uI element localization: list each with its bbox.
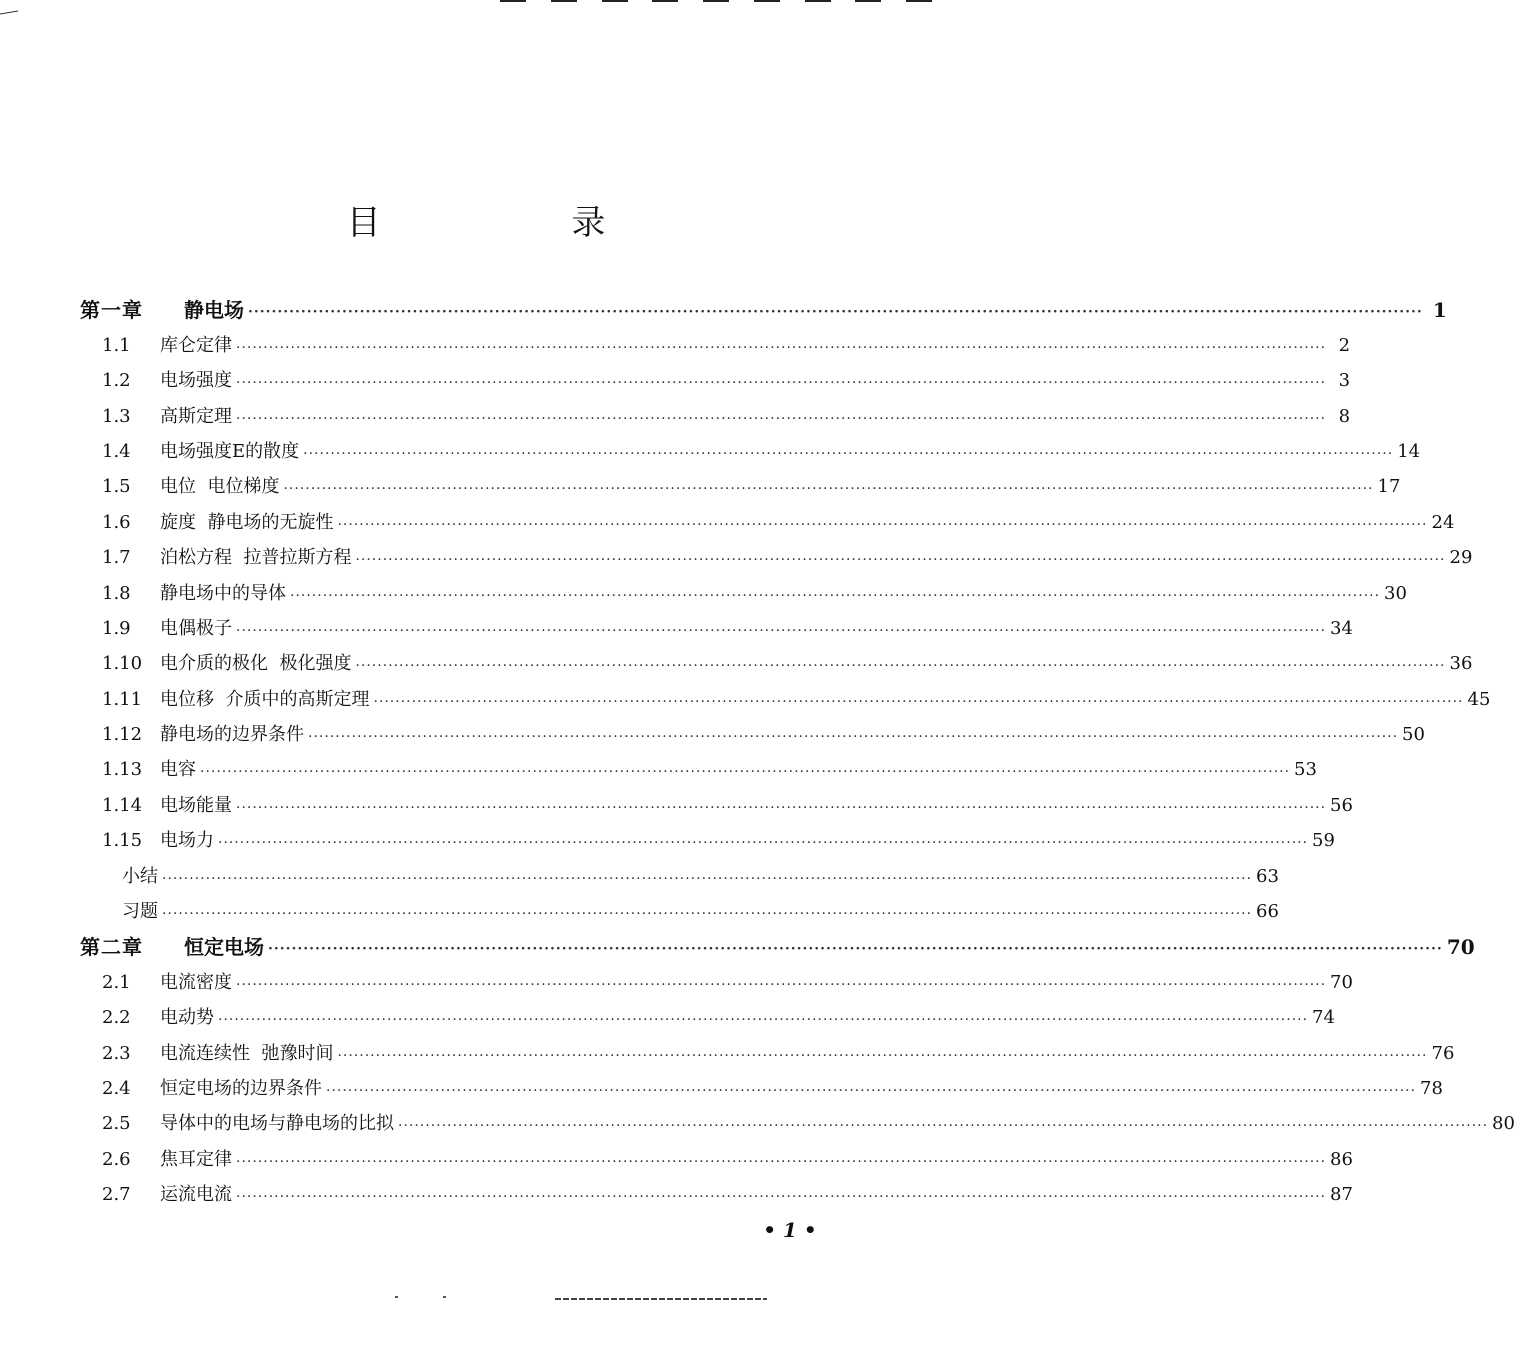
toc-entry-page: 2 [1338, 334, 1351, 356]
toc-entry-number: 2.6 [102, 1148, 131, 1170]
toc-entry-page: 56 [1330, 794, 1353, 816]
toc-entry-row [80, 888, 1279, 923]
toc-leader-dots: ········································································································································································································ [236, 375, 1327, 392]
toc-entry-row [80, 1065, 1443, 1100]
toc-leader-dots: ········································································································································································································ [218, 1012, 1309, 1029]
toc-entry-page: 1 [1432, 298, 1447, 323]
toc-entry-page: 50 [1402, 724, 1425, 746]
scan-corner-mark [0, 0, 30, 4]
toc-entry-number: 1.12 [102, 724, 143, 746]
toc-entry-page: 36 [1449, 653, 1473, 675]
toc-entry-number: 第二章 [80, 935, 143, 960]
toc-entry-row [80, 1171, 1353, 1206]
toc-entry-page: 3 [1338, 370, 1351, 392]
toc-entry-title: 电容 [160, 759, 196, 781]
toc-entry-row [80, 321, 1351, 356]
toc-entry-title: 电偶极子 [160, 617, 232, 639]
toc-entry-row [80, 569, 1407, 604]
toc-entry-number: 2.4 [102, 1077, 131, 1099]
toc-leader-dots: ········································································································································································································ [355, 658, 1446, 675]
toc-entry-row [80, 357, 1351, 392]
toc-leader-dots: ········································································································································································································ [326, 1082, 1417, 1099]
toc-entry-page: 45 [1467, 688, 1491, 710]
toc-entry-number: 1.15 [102, 830, 143, 852]
toc-entry-title: 电动势 [160, 1007, 214, 1029]
toc-entry-row [80, 605, 1353, 640]
toc-entry-number: 2.2 [102, 1007, 131, 1029]
toc-entry-page: 70 [1446, 935, 1475, 960]
toc-entry-number: 1.11 [102, 688, 143, 710]
toc-entry-number: 1.9 [102, 617, 131, 639]
toc-entry-number: 1.5 [102, 476, 131, 498]
toc-entry-page: 70 [1330, 971, 1353, 993]
toc-leader-dots: ········································································································································································································ [283, 481, 1374, 498]
toc-entry-page: 29 [1449, 547, 1473, 569]
toc-entry-number: 1.3 [102, 405, 131, 427]
toc-entry-title: 导体中的电场与静电场的比拟 [160, 1113, 394, 1135]
page-title: 目 录 [346, 203, 696, 243]
table-of-contents [80, 286, 1515, 1206]
toc-entry-title: 泊松方程 拉普拉斯方程 [160, 547, 352, 569]
toc-entry-page: 80 [1492, 1113, 1515, 1135]
toc-entry-title: 电场能量 [160, 794, 232, 816]
toc-leader-dots: ········································································································································································································ [236, 799, 1327, 816]
toc-entry-row [80, 498, 1455, 533]
toc-entry-number: 2.5 [102, 1113, 131, 1135]
toc-entry-title: 库仑定律 [160, 334, 232, 356]
toc-leader-dots: ········································································································································································································ [308, 729, 1399, 746]
toc-leader-dots: ········································································································································································································ [236, 1189, 1327, 1206]
page-number: • 1 • [763, 1218, 817, 1242]
toc-entry-number: 1.10 [102, 653, 143, 675]
toc-entry-title: 静电场 [184, 298, 244, 323]
toc-leader-dots: ········································································································································································································ [236, 622, 1327, 639]
toc-entry-number: 2.3 [102, 1042, 131, 1064]
toc-entry-page: 34 [1330, 617, 1353, 639]
toc-entry-page: 66 [1256, 901, 1279, 923]
toc-entry-page: 14 [1397, 440, 1421, 462]
toc-entry-page: 24 [1431, 511, 1455, 533]
toc-entry-title: 电流连续性 弛豫时间 [160, 1042, 334, 1064]
toc-leader-dots: ········································································································································································································ [337, 1047, 1428, 1064]
toc-entry-row [80, 675, 1491, 710]
toc-entry-title: 小结 [122, 865, 158, 887]
toc-entry-title: 习题 [122, 901, 158, 923]
toc-entry-row [80, 640, 1473, 675]
toc-entry-number: 1.14 [102, 794, 143, 816]
toc-entry-row [80, 852, 1279, 887]
toc-leader-dots: ········································································································································································································ [162, 906, 1253, 923]
toc-entry-page: 86 [1330, 1148, 1353, 1170]
toc-leader-dots: ········································································································································································································ [355, 552, 1446, 569]
toc-entry-row [80, 711, 1425, 746]
toc-entry-title: 高斯定理 [160, 405, 232, 427]
toc-entry-title: 电流密度 [160, 971, 232, 993]
toc-entry-page: 87 [1330, 1184, 1353, 1206]
toc-entry-page: 78 [1420, 1077, 1443, 1099]
toc-leader-dots: ········································································································································································································ [218, 835, 1309, 852]
toc-entry-number: 1.8 [102, 582, 131, 604]
toc-entry-number: 1.4 [102, 440, 131, 462]
toc-leader-dots: ········································································································································································································ [373, 693, 1464, 710]
toc-entry-title: 静电场的边界条件 [160, 724, 304, 746]
toc-entry-page: 76 [1431, 1042, 1455, 1064]
toc-leader-dots: ········································································································································································································ [268, 941, 1443, 958]
toc-entry-title: 焦耳定律 [160, 1148, 232, 1170]
toc-leader-dots: ········································································································································································································ [290, 587, 1381, 604]
toc-entry-row [80, 958, 1353, 993]
scan-bottom-line [555, 1298, 767, 1300]
toc-entry-page: 30 [1384, 582, 1407, 604]
toc-entry-number: 1.6 [102, 511, 131, 533]
toc-entry-title: 电场强度 [160, 370, 232, 392]
toc-entry-title: 恒定电场的边界条件 [160, 1077, 322, 1099]
toc-entry-row [80, 534, 1473, 569]
toc-entry-page: 63 [1256, 865, 1279, 887]
toc-leader-dots: ········································································································································································································ [303, 445, 1394, 462]
toc-leader-dots: ········································································································································································································ [337, 516, 1428, 533]
toc-leader-dots: ········································································································································································································ [200, 764, 1291, 781]
toc-entry-number: 2.7 [102, 1184, 131, 1206]
toc-entry-row [80, 1029, 1455, 1064]
toc-entry-row [80, 428, 1421, 463]
toc-entry-number: 1.13 [102, 759, 143, 781]
toc-entry-number: 第一章 [80, 298, 143, 323]
toc-chapter-row [80, 286, 1447, 323]
toc-chapter-row [80, 923, 1475, 960]
toc-entry-row [80, 746, 1317, 781]
toc-entry-number: 1.7 [102, 547, 131, 569]
toc-leader-dots: ········································································································································································································ [236, 976, 1327, 993]
toc-leader-dots: ········································································································································································································ [236, 339, 1327, 356]
toc-entry-title: 运流电流 [160, 1184, 232, 1206]
toc-entry-page: 74 [1312, 1007, 1335, 1029]
toc-entry-title: 恒定电场 [184, 935, 264, 960]
toc-entry-row [80, 1100, 1515, 1135]
toc-entry-title: 电位 电位梯度 [160, 476, 280, 498]
toc-entry-number: 1.1 [102, 334, 131, 356]
toc-entry-title: 电介质的极化 极化强度 [160, 653, 352, 675]
toc-entry-row [80, 994, 1335, 1029]
toc-entry-title: 电场强度E的散度 [160, 440, 300, 462]
toc-leader-dots: ········································································································································································································ [398, 1118, 1489, 1135]
scan-specks [395, 1296, 455, 1299]
toc-entry-title: 静电场中的导体 [160, 582, 286, 604]
toc-entry-row [80, 817, 1335, 852]
toc-entry-title: 旋度 静电场的无旋性 [160, 511, 334, 533]
toc-entry-page: 53 [1294, 759, 1317, 781]
toc-entry-row [80, 463, 1401, 498]
toc-leader-dots: ········································································································································································································ [236, 1153, 1327, 1170]
toc-entry-number: 2.1 [102, 971, 131, 993]
toc-entry-title: 电场力 [160, 830, 214, 852]
toc-entry-number: 1.2 [102, 370, 131, 392]
toc-leader-dots: ········································································································································································································ [162, 870, 1253, 887]
toc-entry-page: 17 [1377, 476, 1401, 498]
toc-leader-dots: ········································································································································································································ [236, 410, 1327, 427]
toc-entry-row [80, 392, 1351, 427]
toc-entry-title: 电位移 介质中的高斯定理 [160, 688, 370, 710]
toc-entry-row [80, 781, 1353, 816]
toc-entry-row [80, 1135, 1353, 1170]
toc-entry-page: 8 [1338, 405, 1351, 427]
toc-entry-page: 59 [1312, 830, 1335, 852]
top-edge-dashes [500, 0, 932, 10]
toc-leader-dots: ········································································································································································································ [248, 304, 1423, 321]
